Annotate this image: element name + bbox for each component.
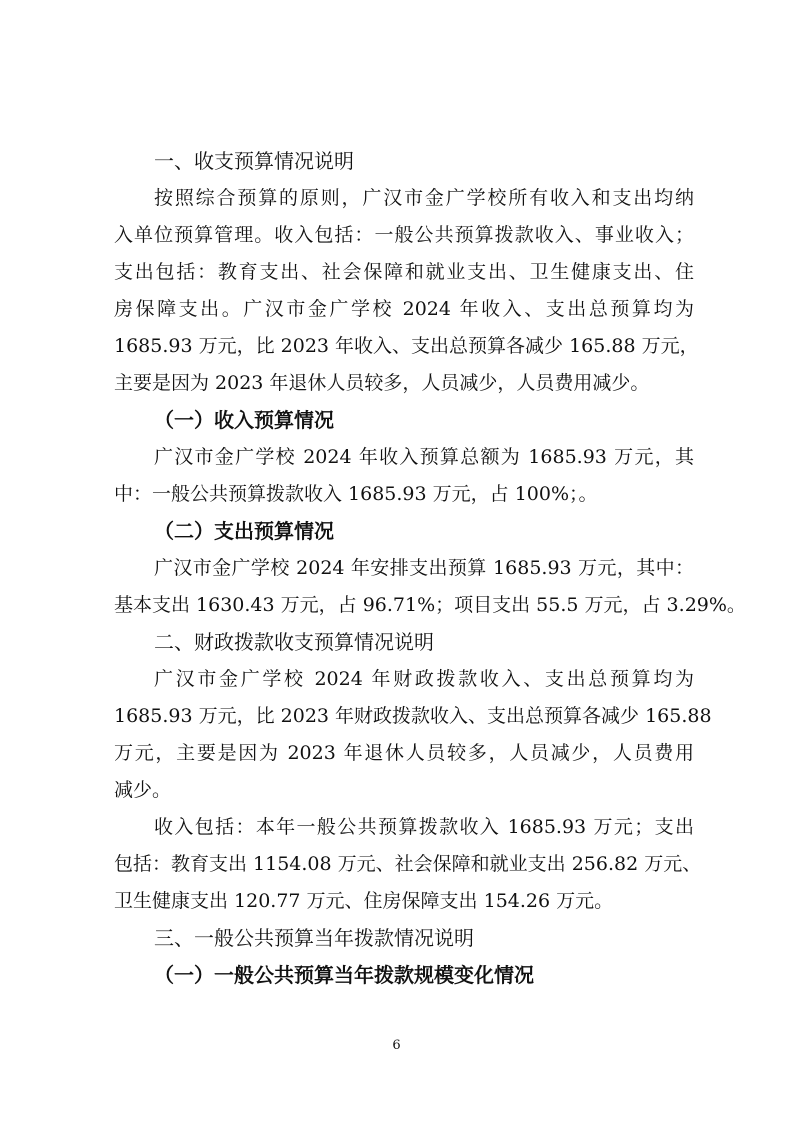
- text-line: 中：一般公共预算拨款收入 1685.93 万元，占 100%；。: [114, 483, 598, 505]
- text-line: 1685.93 万元，比 2023 年财政拨款收入、支出总预算各减少 165.88: [114, 705, 712, 727]
- text-line: 广汉市金广学校 2024 年安排支出预算 1685.93 万元，其中：: [154, 557, 694, 579]
- paragraph-fiscal-appropriation-breakdown: [114, 809, 702, 920]
- text-line: 广汉市金广学校 2024 年财政拨款收入、支出总预算均为: [154, 668, 694, 690]
- subheading-expenditure-budget: （二）支出预算情况: [154, 519, 334, 543]
- section-heading-fiscal-appropriation: 二、财政拨款收支预算情况说明: [154, 630, 434, 654]
- page-number: 6: [392, 1038, 401, 1053]
- text-line: 卫生健康支出 120.77 万元、住房保障支出 154.26 万元。: [114, 890, 614, 912]
- text-line: 收入包括：本年一般公共预算拨款收入 1685.93 万元；支出: [154, 816, 694, 838]
- text-line: 入单位预算管理。收入包括：一般公共预算拨款收入、事业收入；: [114, 224, 694, 246]
- subheading-appropriation-scale-change: （一）一般公共预算当年拨款规模变化情况: [154, 963, 534, 987]
- subheading-revenue-budget: （一）收入预算情况: [154, 408, 334, 432]
- document-content: [114, 143, 746, 994]
- text-line: 1685.93 万元，比 2023 年收入、支出总预算各减少 165.88 万元，: [114, 335, 699, 357]
- paragraph-budget-overview: [114, 180, 699, 402]
- paragraph-revenue-budget: [114, 439, 694, 513]
- text-line: 房保障支出。广汉市金广学校 2024 年收入、支出总预算均为: [114, 298, 694, 320]
- text-line: 广汉市金广学校 2024 年收入预算总额为 1685.93 万元，其: [154, 446, 694, 468]
- text-line: 减少。: [114, 779, 172, 801]
- text-line: 万元，主要是因为 2023 年退休人员较多，人员减少，人员费用: [114, 742, 694, 764]
- text-line: 主要是因为 2023 年退休人员较多，人员减少，人员费用减少。: [114, 372, 650, 394]
- text-line: 支出包括：教育支出、社会保障和就业支出、卫生健康支出、住: [114, 261, 694, 283]
- paragraph-fiscal-appropriation-total: [114, 661, 712, 809]
- text-line: 包括：教育支出 1154.08 万元、社会保障和就业支出 256.82 万元、: [114, 853, 702, 875]
- section-heading-revenue-expenditure-budget: 一、收支预算情况说明: [154, 149, 354, 173]
- paragraph-expenditure-budget: [114, 550, 746, 624]
- section-heading-general-public-budget: 三、一般公共预算当年拨款情况说明: [154, 926, 474, 950]
- text-line: 基本支出 1630.43 万元，占 96.71%；项目支出 55.5 万元，占 3.29%。: [114, 594, 746, 616]
- text-line: 按照综合预算的原则，广汉市金广学校所有收入和支出均纳: [154, 187, 694, 209]
